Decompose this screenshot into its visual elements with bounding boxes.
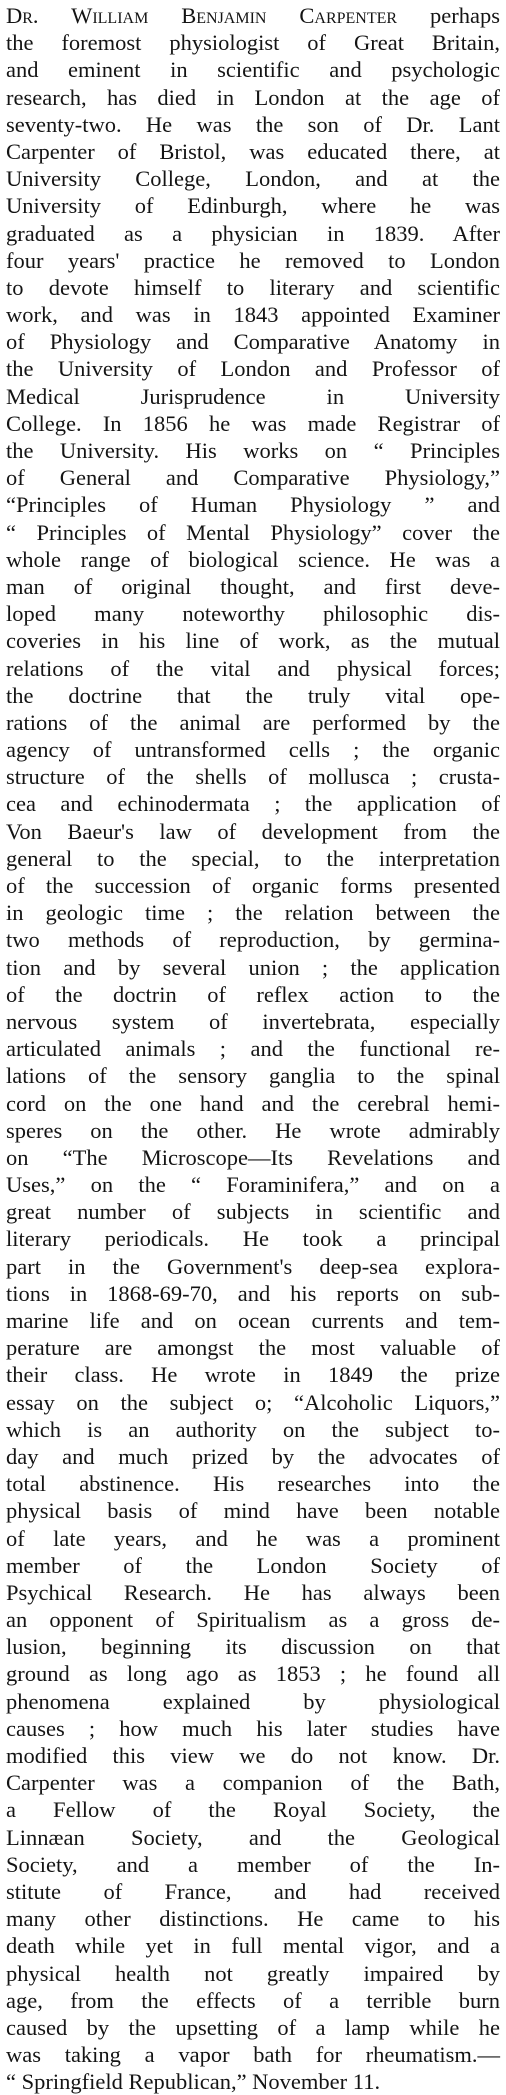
line-text: relations of the vital and physical forces;	[6, 655, 500, 681]
line-text: ground as long ago as 1853 ; he found all	[6, 1661, 500, 1687]
line-text: a Fellow of the Royal Society, the	[6, 1797, 500, 1823]
article-line	[6, 546, 500, 573]
line-text: their class. He wrote in 1849 the prize	[6, 1362, 500, 1388]
article-line	[6, 274, 500, 301]
article-line	[6, 1878, 500, 1905]
line-text: an opponent of Spiritualism as a gross de-	[6, 1607, 500, 1633]
article-line	[6, 627, 500, 654]
line-text: which is an authority on the subject to-	[6, 1416, 500, 1442]
line-text: research, has died in London at the age of	[6, 84, 500, 110]
article-line	[6, 383, 500, 410]
article-line	[6, 845, 500, 872]
line-text: whole range of biological science. He was a	[6, 546, 500, 572]
line-text: “ Principles of Mental Physiology” cover the	[6, 519, 500, 545]
line-text: physical health not greatly impaired by	[6, 1960, 500, 1986]
line-text: the University. His works on “ Principles	[6, 438, 500, 463]
article-line	[6, 1715, 500, 1742]
line-text: College. In 1856 he was made Registrar of	[6, 410, 500, 436]
line-text: and eminent in scientific and psychologic	[6, 57, 500, 83]
article-line	[6, 355, 500, 382]
line-text: rations of the animal are performed by the	[6, 709, 500, 735]
article-line	[6, 954, 500, 981]
article-line	[6, 1987, 500, 2014]
line-text: of General and Comparative Physiology,”	[6, 465, 500, 491]
line-text: Carpenter was a companion of the Bath,	[6, 1770, 500, 1796]
article-line	[6, 220, 500, 247]
line-text: nervous system of invertebrata, especially	[6, 1008, 500, 1034]
article-line	[6, 519, 500, 546]
article-line	[6, 56, 500, 83]
line-text: caused by the upsetting of a lamp while he	[6, 2014, 500, 2040]
article-line	[6, 138, 500, 165]
line-text: in geologic time ; the relation between the	[6, 900, 500, 926]
article-line	[6, 926, 500, 953]
article-line	[6, 1742, 500, 1769]
line-text: University of Edinburgh, where he was	[6, 193, 500, 219]
article-line	[6, 1633, 500, 1660]
article-line	[6, 1796, 500, 1823]
line-text: cea and echinodermata ; the application of	[6, 791, 500, 817]
article-line	[6, 2, 500, 29]
article-line	[6, 899, 500, 926]
line-text: physical basis of mind have been notable	[6, 1498, 500, 1524]
article-line	[6, 301, 500, 328]
article-line	[6, 464, 500, 491]
line-text: of the doctrin of reflex action to the	[6, 981, 500, 1007]
line-text: essay on the subject o; “Alcoholic Liquors,”	[6, 1389, 500, 1415]
article-line	[6, 247, 500, 274]
article-line	[6, 491, 500, 518]
article-line	[6, 1525, 500, 1552]
article-line	[6, 1062, 500, 1089]
article-line	[6, 1334, 500, 1361]
article-line	[6, 981, 500, 1008]
line-text: tions in 1868-69-70, and his reports on sub-	[6, 1280, 500, 1306]
line-text: graduated as a physician in 1839. After	[6, 220, 500, 246]
line-text: seventy-two. He was the son of Dr. Lant	[6, 111, 500, 137]
line-text: University College, London, and at the	[6, 166, 500, 192]
line-text: member of the London Society of	[6, 1552, 500, 1578]
line-text: of the succession of organic forms presented	[6, 873, 500, 898]
article-line	[6, 573, 500, 600]
article-line	[6, 192, 500, 219]
line-text: modified this view we do not know. Dr.	[6, 1743, 500, 1768]
line-text: marine life and on ocean currents and tem-	[6, 1308, 500, 1333]
line-text: cord on the one hand and the cerebral hemi-	[6, 1090, 500, 1116]
article-line	[6, 1932, 500, 1959]
line-text: perature are amongst the most valuable of	[6, 1335, 500, 1361]
article-line	[6, 1470, 500, 1497]
line-text: stitute of France, and had received	[6, 1878, 500, 1904]
article-line	[6, 1144, 500, 1171]
article-line	[6, 1660, 500, 1687]
line-text: “ Springfield Republican,” November 11.	[6, 2069, 381, 2095]
line-text: death while yet in full mental vigor, and a	[6, 1933, 500, 1959]
line-text: lations of the sensory ganglia to the spinal	[6, 1063, 500, 1089]
line-text: the doctrine that the truly vital ope-	[6, 682, 500, 708]
line-text: work, and was in 1843 appointed Examiner	[6, 302, 500, 328]
article-line	[6, 2041, 500, 2068]
line-text: Von Baeur's law of development from the	[6, 818, 500, 844]
article-line	[6, 1117, 500, 1144]
article-line	[6, 1416, 500, 1443]
line-text: man of original thought, and first deve-	[6, 573, 500, 599]
article-line	[6, 2014, 500, 2041]
article-line	[6, 1008, 500, 1035]
article-line	[6, 1851, 500, 1878]
line-text: the University of London and Professor of	[6, 356, 500, 382]
line-text: of Physiology and Comparative Anatomy in	[6, 329, 500, 355]
line-text: was taking a vapor bath for rheumatism.—	[6, 2042, 500, 2068]
line-text: two methods of reproduction, by germina-	[6, 927, 500, 953]
article-line	[6, 682, 500, 709]
line-text: perhaps	[397, 3, 500, 28]
line-text: on “The Microscope—Its Revelations and	[6, 1144, 500, 1170]
article-line	[6, 1769, 500, 1796]
article-line	[6, 165, 500, 192]
article-line	[6, 1579, 500, 1606]
lead-name: Dr. William Benjamin Carpenter	[6, 3, 398, 28]
line-text: of late years, and he was a prominent	[6, 1525, 500, 1551]
article-line	[6, 1361, 500, 1388]
line-text: day and much prized by the advocates of	[6, 1443, 500, 1469]
line-text: total abstinence. His researches into the	[6, 1471, 500, 1497]
line-text: the foremost physiologist of Great Britain,	[6, 30, 500, 56]
line-text: coveries in his line of work, as the mutual	[6, 628, 500, 654]
line-text: to devote himself to literary and scientific	[6, 274, 500, 300]
line-text: articulated animals ; and the functional re-	[6, 1036, 500, 1062]
article-line	[6, 763, 500, 790]
line-text: Uses,” on the “ Foraminifera,” and on a	[6, 1172, 500, 1198]
article-line	[6, 790, 500, 817]
line-text: speres on the other. He wrote admirably	[6, 1117, 500, 1143]
article-line	[6, 1688, 500, 1715]
article-line	[6, 1090, 500, 1117]
article-line	[6, 1307, 500, 1334]
article-line	[6, 111, 500, 138]
article-line	[6, 328, 500, 355]
line-text: literary periodicals. He took a principal	[6, 1226, 500, 1252]
article-line	[6, 1606, 500, 1633]
line-text: “Principles of Human Physiology ” and	[6, 492, 500, 518]
article-line	[6, 1443, 500, 1470]
article-line	[6, 1171, 500, 1198]
line-text: phenomena explained by physiological	[6, 1688, 500, 1714]
article-line	[6, 655, 500, 682]
line-text: lusion, beginning its discussion on that	[6, 1634, 500, 1660]
line-text: general to the special, to the interpretation	[6, 845, 500, 871]
line-text: loped many noteworthy philosophic dis-	[6, 601, 500, 627]
article-line	[6, 1497, 500, 1524]
article-line	[6, 84, 500, 111]
line-text: structure of the shells of mollusca ; crusta-	[6, 764, 500, 790]
article-line	[6, 2068, 500, 2095]
line-text: Society, and a member of the In-	[6, 1851, 500, 1877]
article-line	[6, 1198, 500, 1225]
line-text: four years' practice he removed to London	[6, 247, 500, 273]
line-text: Medical Jurisprudence in University	[6, 383, 500, 409]
article-line	[6, 410, 500, 437]
article-line	[6, 1960, 500, 1987]
line-text: many other distinctions. He came to his	[6, 1906, 500, 1932]
article-line	[6, 1552, 500, 1579]
article-line	[6, 1905, 500, 1932]
line-text: Psychical Research. He has always been	[6, 1579, 500, 1605]
line-text: Linnæan Society, and the Geological	[6, 1824, 500, 1850]
article-line	[6, 1035, 500, 1062]
line-text: causes ; how much his later studies have	[6, 1715, 500, 1741]
line-text: great number of subjects in scientific and	[6, 1199, 500, 1225]
article-line	[6, 872, 500, 899]
line-text: age, from the effects of a terrible burn	[6, 1987, 500, 2013]
article-line	[6, 736, 500, 763]
line-text: agency of untransformed cells ; the organic	[6, 737, 500, 763]
article-line	[6, 1225, 500, 1252]
article-line	[6, 1824, 500, 1851]
article-line	[6, 818, 500, 845]
line-text: part in the Government's deep-sea explora-	[6, 1253, 500, 1279]
article-line	[6, 709, 500, 736]
article-line	[6, 1253, 500, 1280]
article-line	[6, 437, 500, 464]
line-text: tion and by several union ; the application	[6, 954, 500, 980]
article-line	[6, 1280, 500, 1307]
article-line	[6, 1389, 500, 1416]
line-text: Carpenter of Bristol, was educated there, at	[6, 138, 500, 164]
article-line	[6, 29, 500, 56]
article-line	[6, 600, 500, 627]
